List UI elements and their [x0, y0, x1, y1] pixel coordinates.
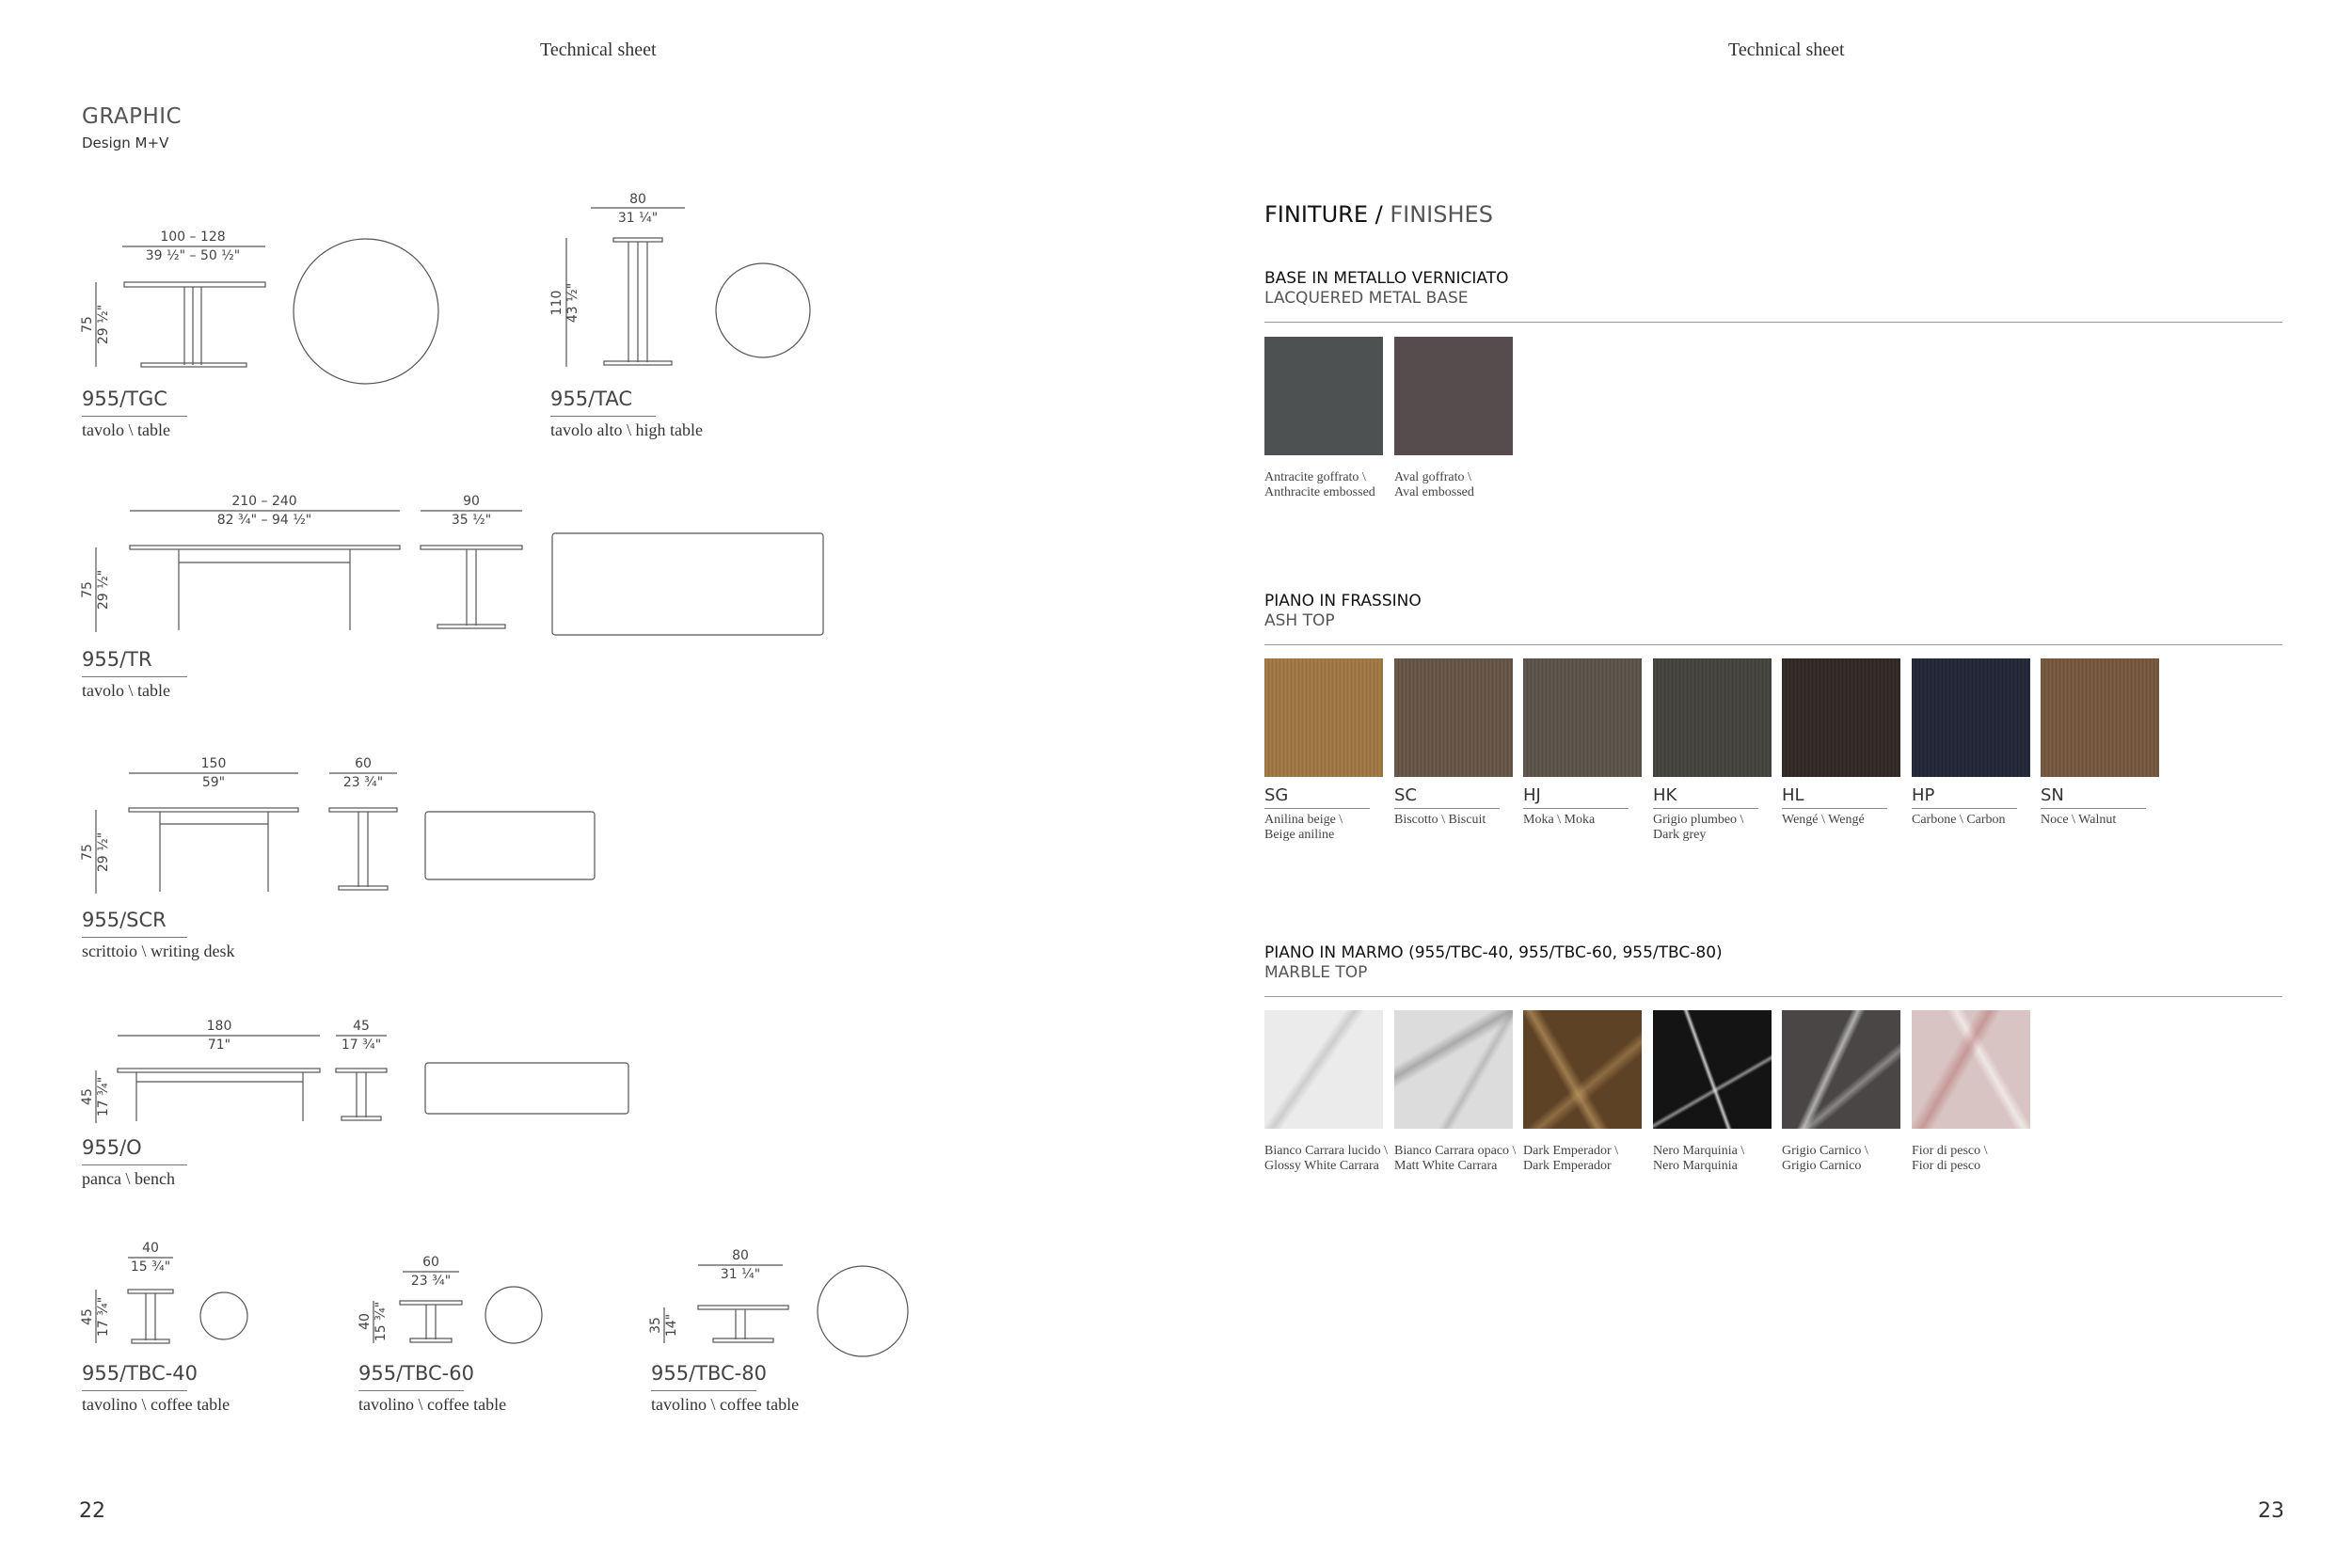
swatch-label: Bianco Carrara opaco \ Matt White Carrara — [1394, 1144, 1517, 1173]
swatch — [1394, 337, 1513, 455]
drawing-955-tbc-60 — [358, 1255, 542, 1343]
swatch-code-rule — [2041, 808, 2146, 809]
dim-width-inch: 39 ½" – 50 ½" — [145, 248, 241, 263]
swatch — [1523, 658, 1642, 777]
product-code: 955/TAC — [550, 388, 633, 410]
dim-height: 35 — [648, 1317, 663, 1334]
product-desc: tavolo alto \ high table — [550, 420, 703, 439]
swatch — [1264, 658, 1383, 777]
swatch — [1782, 658, 1900, 777]
swatch-code-rule — [1653, 808, 1758, 809]
dim-width: 150 — [200, 756, 227, 771]
section-title-it: PIANO IN MARMO (955/TBC-40, 955/TBC-60, 955/TBC-80) — [1264, 943, 1723, 962]
swatch-code: SG — [1264, 785, 1289, 805]
swatch-code: HP — [1912, 785, 1935, 805]
swatch-label: Dark Emperador \ Dark Emperador — [1523, 1144, 1619, 1173]
product-code: 955/TR — [82, 648, 152, 671]
product-desc: scrittoio \ writing desk — [82, 942, 235, 960]
code-rule — [82, 676, 187, 677]
dim-width: 80 — [629, 192, 646, 207]
dim-width: 210 – 240 — [231, 494, 297, 509]
finishes-title — [1264, 201, 1493, 228]
dim-width-inch: 31 ¼" — [617, 211, 659, 226]
product-desc: panca \ bench — [82, 1169, 175, 1188]
dim-height-inch: 14" — [664, 1313, 679, 1338]
code-rule — [82, 937, 187, 938]
dim-width-inch: 15 ¾" — [130, 1259, 171, 1275]
dim-width: 100 – 128 — [160, 230, 226, 245]
dim-depth-inch: 17 ¾" — [341, 1037, 382, 1053]
swatch — [1912, 1010, 2030, 1129]
dim-width: 80 — [732, 1248, 749, 1263]
dim-height-inch: 17 ¾" — [96, 1076, 111, 1117]
section-rule — [1264, 644, 2282, 645]
product-desc: tavolino \ coffee table — [82, 1395, 230, 1414]
dim-height: 75 — [80, 844, 95, 861]
swatch-label: Grigio plumbeo \ Dark grey — [1653, 813, 1744, 842]
swatch — [1264, 337, 1383, 455]
section-title-en: ASH TOP — [1264, 611, 1335, 630]
product-code: 955/TBC-60 — [358, 1362, 474, 1385]
dim-width-inch: 31 ¼" — [720, 1267, 761, 1282]
product-desc: tavolino \ coffee table — [651, 1395, 800, 1414]
section-title-it: PIANO IN FRASSINO — [1264, 592, 1422, 610]
product-desc: tavolo \ table — [82, 681, 170, 700]
dim-height: 40 — [358, 1313, 373, 1330]
drawing-955-tac — [549, 192, 810, 367]
swatch-code: HK — [1653, 785, 1677, 805]
section-title-it: BASE IN METALLO VERNICIATO — [1264, 269, 1509, 288]
dim-width-inch: 82 ¾" – 94 ½" — [216, 513, 312, 528]
dim-height: 75 — [80, 581, 95, 598]
dim-height-inch: 17 ¾" — [96, 1296, 111, 1338]
finishes-title-en: FINISHES — [1390, 201, 1493, 228]
product-desc: tavolino \ coffee table — [358, 1395, 507, 1414]
product-code: 955/TBC-80 — [651, 1362, 767, 1385]
swatch-label: Fior di pesco \ Fior di pesco — [1912, 1144, 1988, 1173]
page-number-right: 23 — [2258, 1499, 2284, 1523]
dim-depth: 60 — [355, 756, 372, 771]
swatch-code-rule — [1523, 808, 1629, 809]
section-rule — [1264, 996, 2282, 997]
swatch-code: HL — [1782, 785, 1804, 805]
dim-depth: 45 — [353, 1019, 370, 1034]
swatch — [2041, 658, 2159, 777]
swatch — [1653, 1010, 1772, 1129]
dim-depth-inch: 23 ¾" — [342, 775, 384, 790]
section-title-en: LACQUERED METAL BASE — [1264, 289, 1469, 308]
swatch — [1782, 1010, 1900, 1129]
swatch-label: Antracite goffrato \ Anthracite embossed — [1264, 470, 1375, 499]
dim-width: 40 — [142, 1241, 159, 1256]
code-rule — [82, 1164, 187, 1165]
drawing-955-o — [80, 1019, 628, 1123]
drawing-955-scr — [80, 756, 595, 894]
product-code: 955/TGC — [82, 388, 167, 410]
drawing-955-tbc-80 — [648, 1248, 908, 1356]
swatch-label: Moka \ Moka — [1523, 813, 1596, 827]
section-rule — [1264, 322, 2282, 323]
technical-drawings — [0, 0, 941, 1467]
product-code: 955/SCR — [82, 909, 167, 931]
dim-depth-inch: 35 ½" — [451, 513, 492, 528]
dim-height-inch: 29 ½" — [96, 304, 111, 345]
section-title-en: MARBLE TOP — [1264, 963, 1368, 982]
swatch — [1264, 1010, 1383, 1129]
swatch-code: HJ — [1523, 785, 1541, 805]
code-rule — [358, 1390, 464, 1391]
swatch-label: Carbone \ Carbon — [1912, 813, 2006, 827]
swatch-label: Bianco Carrara lucido \ Glossy White Carrara — [1264, 1144, 1389, 1173]
page-number-left: 22 — [79, 1499, 105, 1523]
swatch-code: SN — [2041, 785, 2064, 805]
code-rule — [82, 416, 187, 417]
dim-width-inch: 23 ¾" — [410, 1274, 452, 1289]
swatch — [1394, 658, 1513, 777]
swatch — [1653, 658, 1772, 777]
swatch-label: Noce \ Walnut — [2041, 813, 2117, 827]
dim-height-inch: 43 ½" — [565, 282, 580, 324]
drawing-955-tgc — [80, 230, 438, 384]
code-rule — [651, 1390, 756, 1391]
swatch-label: Nero Marquinia \ Nero Marquinia — [1653, 1144, 1745, 1173]
drawing-955-tr — [80, 494, 823, 635]
swatch-code-rule — [1912, 808, 2017, 809]
finishes-title-it: FINITURE / — [1264, 201, 1383, 228]
swatch — [1394, 1010, 1513, 1129]
dim-width: 180 — [206, 1019, 232, 1034]
designer-credit: Design M+V — [82, 135, 169, 151]
dim-height: 110 — [549, 290, 564, 316]
product-desc: tavolo \ table — [82, 420, 170, 439]
collection-title: GRAPHIC — [82, 104, 183, 129]
code-rule — [550, 416, 656, 417]
dim-depth: 90 — [463, 494, 480, 509]
dim-height: 45 — [80, 1088, 95, 1105]
swatch-label: Grigio Carnico \ Grigio Carnico — [1782, 1144, 1868, 1173]
running-head-left: Technical sheet — [540, 40, 657, 60]
code-rule — [82, 1390, 187, 1391]
swatch — [1523, 1010, 1642, 1129]
product-code: 955/TBC-40 — [82, 1362, 198, 1385]
product-code: 955/O — [82, 1136, 142, 1159]
dim-height-inch: 29 ½" — [96, 832, 111, 873]
dim-height: 75 — [80, 316, 95, 333]
dim-width: 60 — [422, 1255, 439, 1270]
dim-width-inch: 59" — [201, 775, 226, 790]
dim-height-inch: 15 ¾" — [373, 1301, 389, 1342]
swatch-code-rule — [1264, 808, 1370, 809]
swatch-code-rule — [1782, 808, 1887, 809]
dim-height: 45 — [80, 1308, 95, 1325]
swatch-label: Anilina beige \ Beige aniline — [1264, 813, 1343, 842]
dim-width-inch: 71" — [207, 1037, 231, 1053]
swatch-label: Wengé \ Wengé — [1782, 813, 1865, 827]
swatch-label: Aval goffrato \ Aval embossed — [1394, 470, 1474, 499]
running-head-right: Technical sheet — [1728, 40, 1845, 60]
swatch-code: SC — [1394, 785, 1417, 805]
drawing-955-tbc-40 — [80, 1241, 247, 1343]
swatch-code-rule — [1394, 808, 1500, 809]
swatch-label: Biscotto \ Biscuit — [1394, 813, 1486, 827]
swatch — [1912, 658, 2030, 777]
dim-height-inch: 29 ½" — [96, 569, 111, 610]
